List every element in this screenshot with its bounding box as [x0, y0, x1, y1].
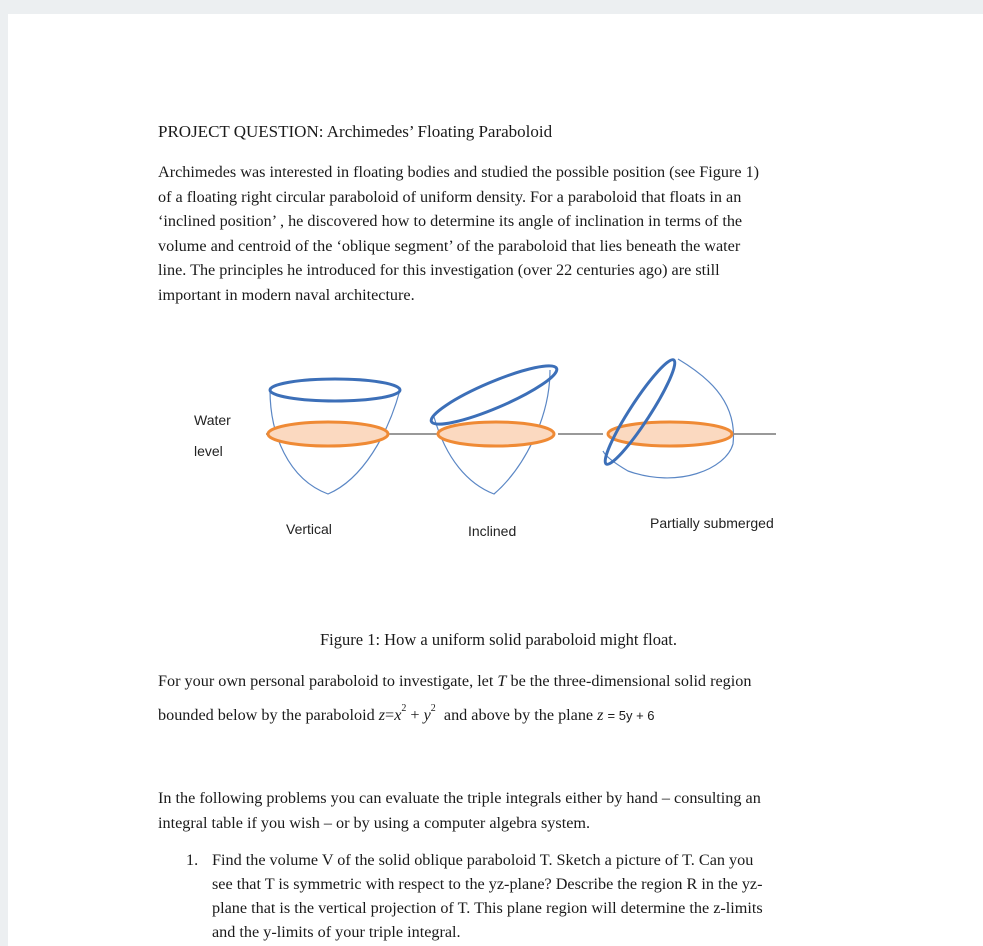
region-definition-paragraph	[158, 668, 858, 729]
math-var-x: x	[394, 706, 402, 724]
problem-line: and the y-limits of your triple integral.	[212, 923, 461, 941]
label-partially-submerged: Partially submerged	[650, 515, 774, 531]
math-plus: +	[410, 706, 420, 724]
plane-var-z: z	[597, 706, 604, 724]
intro-line: important in modern naval architecture.	[158, 285, 415, 304]
math-var-T: T	[497, 672, 507, 690]
paraboloid-vertical	[268, 379, 400, 494]
region-line-1	[158, 668, 858, 695]
problem-number: 1.	[186, 851, 199, 869]
figure-caption: Figure 1: How a uniform solid paraboloid might float.	[320, 630, 677, 649]
math-exponent: 2	[401, 703, 407, 714]
instructions-line: integral table if you wish – or by using a computer algebra system.	[158, 813, 591, 832]
text-segment: and above by the plane	[443, 706, 594, 724]
intro-line: volume and centroid of the ‘oblique segment’ of the paraboloid that lies beneath the water	[158, 236, 741, 255]
problem-text	[212, 848, 842, 944]
intro-line: of a floating right circular paraboloid of uniform density. For a paraboloid that floats in an	[158, 187, 742, 206]
plane-equation: = 5y + 6	[607, 708, 655, 723]
instructions-paragraph	[158, 786, 858, 835]
document-title: PROJECT QUESTION: Archimedes’ Floating Paraboloid	[158, 122, 553, 141]
math-equals: =	[385, 706, 395, 724]
label-inclined: Inclined	[468, 523, 517, 539]
level-label: level	[194, 443, 223, 459]
paraboloid-inclined	[426, 356, 561, 494]
paraboloid-partially-submerged	[598, 355, 734, 478]
label-vertical: Vertical	[286, 521, 332, 537]
intro-paragraph	[158, 160, 848, 307]
problem-line: plane that is the vertical projection of T. This plane region will determine the z-limits	[212, 899, 763, 917]
intro-line: ‘inclined position’ , he discovered how to determine its angle of inclination in terms of the	[158, 212, 743, 230]
instructions-line: In the following problems you can evaluate the triple integrals either by hand – consulting an	[158, 789, 761, 807]
water-label: Water	[194, 412, 231, 428]
document-page	[8, 14, 983, 946]
problem-line: see that T is symmetric with respect to the yz-plane? Describe the region R in the yz-	[212, 875, 763, 893]
text-segment: For your own personal paraboloid to investigate, let	[158, 672, 494, 690]
figure-floating-paraboloids	[178, 339, 798, 554]
intro-line: Archimedes was interested in floating bodies and studied the possible position (see Figure 1)	[158, 163, 760, 181]
region-line-2	[158, 695, 858, 729]
text-segment: be the three-dimensional solid region	[510, 672, 752, 690]
math-var-y: y	[423, 706, 431, 724]
text-segment: bounded below by the paraboloid	[158, 706, 375, 724]
math-exponent: 2	[430, 703, 436, 714]
problem-line: Find the volume V of the solid oblique paraboloid T. Sketch a picture of T. Can you	[212, 851, 754, 869]
intro-line: line. The principles he introduced for this investigation (over 22 centuries ago) are still	[158, 261, 720, 279]
math-var-z: z	[378, 706, 386, 724]
